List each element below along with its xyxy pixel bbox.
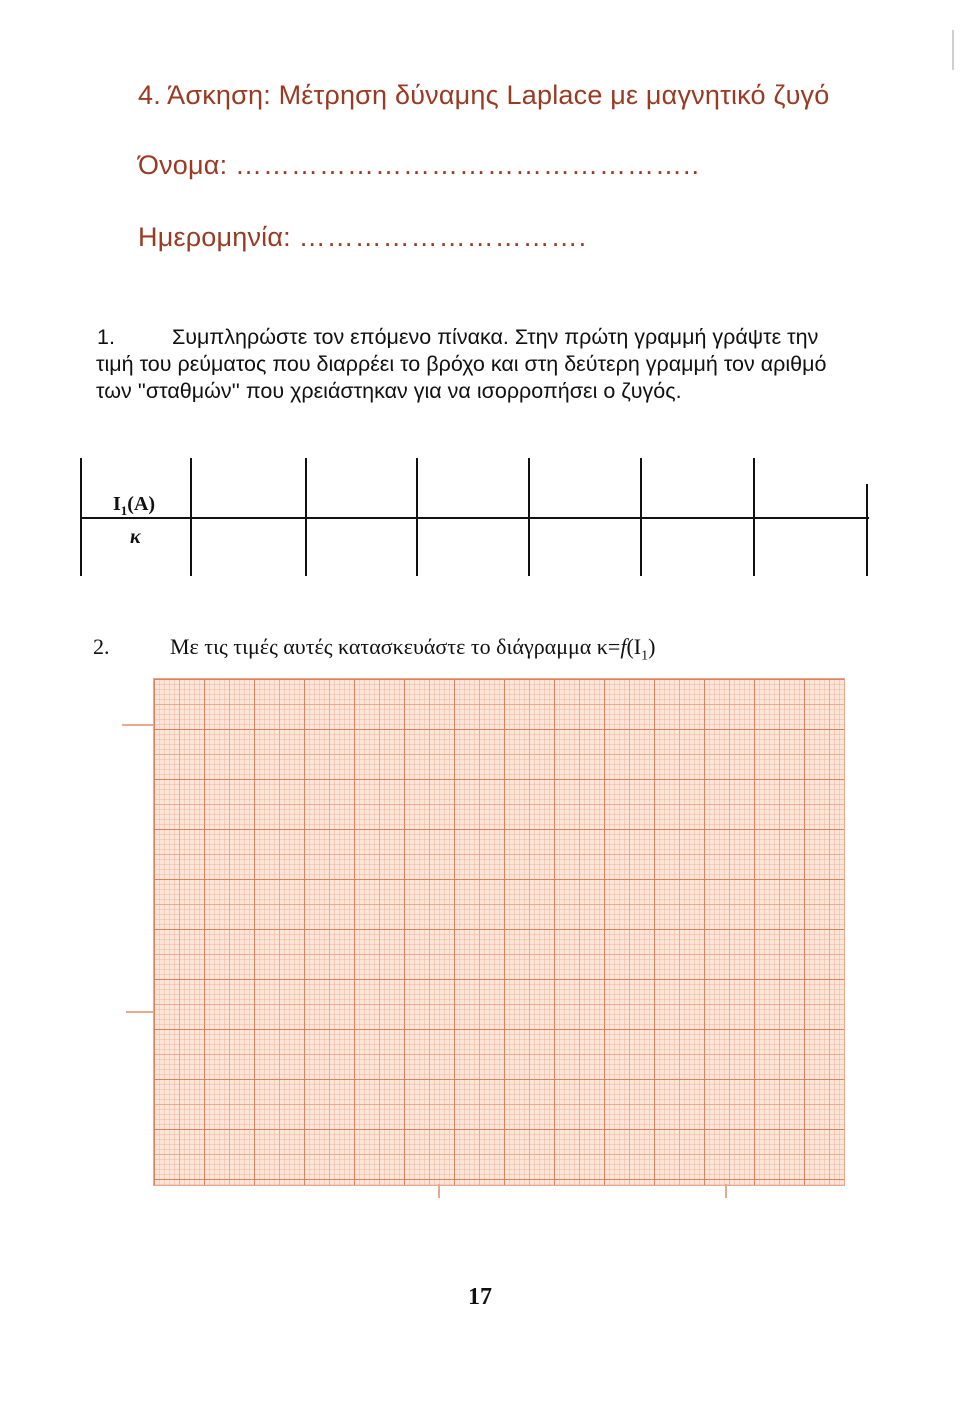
question-2-number: 2.: [93, 634, 110, 659]
exercise-title: 4. Άσκηση: Μέτρηση δύναμης Laplace με μαγνητικό ζυγό: [138, 80, 830, 110]
table-cell-current-3[interactable]: [418, 458, 527, 517]
measurement-table: [80, 458, 869, 576]
graph-paper-mark: [725, 1184, 727, 1198]
row-label-current: $I_1(A)$: [113, 493, 156, 518]
question-1-text-line-1: Συμπληρώστε τον επόμενο πίνακα. Στην πρώτη γραμμή γράψτε την: [172, 325, 819, 349]
table-cell-weights-6[interactable]: [755, 519, 865, 576]
date-field[interactable]: [138, 222, 587, 253]
table-cell-current-5[interactable]: [642, 458, 752, 517]
scan-edge-mark: [952, 30, 954, 70]
table-cell-weights-2[interactable]: [307, 519, 415, 576]
table-border-right: [866, 484, 868, 576]
name-blank[interactable]: …………………………………………..: [235, 150, 701, 180]
name-label: Όνομα:: [138, 150, 228, 180]
graph-paper-mark: [438, 1184, 440, 1198]
row-label-weights: κ: [130, 526, 141, 548]
date-label: Ημερομηνία:: [138, 222, 291, 252]
table-cell-weights-1[interactable]: [192, 519, 304, 576]
question-1-text-line-2: τιμή του ρεύματος που διαρρέει το βρόχο και στη δεύτερη γραμμή τον αριθμό: [96, 352, 827, 376]
table-cell-weights-4[interactable]: [530, 519, 639, 576]
graph-paper-mark: [126, 1011, 154, 1013]
table-cell-current-2[interactable]: [307, 458, 415, 517]
date-blank[interactable]: ………………………….: [298, 222, 588, 252]
question-1-number: 1.: [97, 325, 115, 349]
name-field[interactable]: [138, 150, 700, 181]
page-number: 17: [468, 1284, 492, 1310]
table-cell-current-1[interactable]: [192, 458, 304, 517]
table-cell-current-6[interactable]: [755, 458, 865, 517]
question-2-text: Με τις τιμές αυτές κατασκευάστε το διάγραμμα $\kappa=f(I_1)$: [170, 634, 656, 664]
table-cell-current-4[interactable]: [530, 458, 639, 517]
graph-paper-area[interactable]: [153, 678, 845, 1186]
table-cell-weights-3[interactable]: [418, 519, 527, 576]
table-cell-weights-5[interactable]: [642, 519, 752, 576]
question-1-text-line-3: των ''σταθμών'' που χρειάστηκαν για να ισορροπήσει ο ζυγός.: [96, 379, 682, 403]
graph-paper-mark: [122, 724, 154, 726]
